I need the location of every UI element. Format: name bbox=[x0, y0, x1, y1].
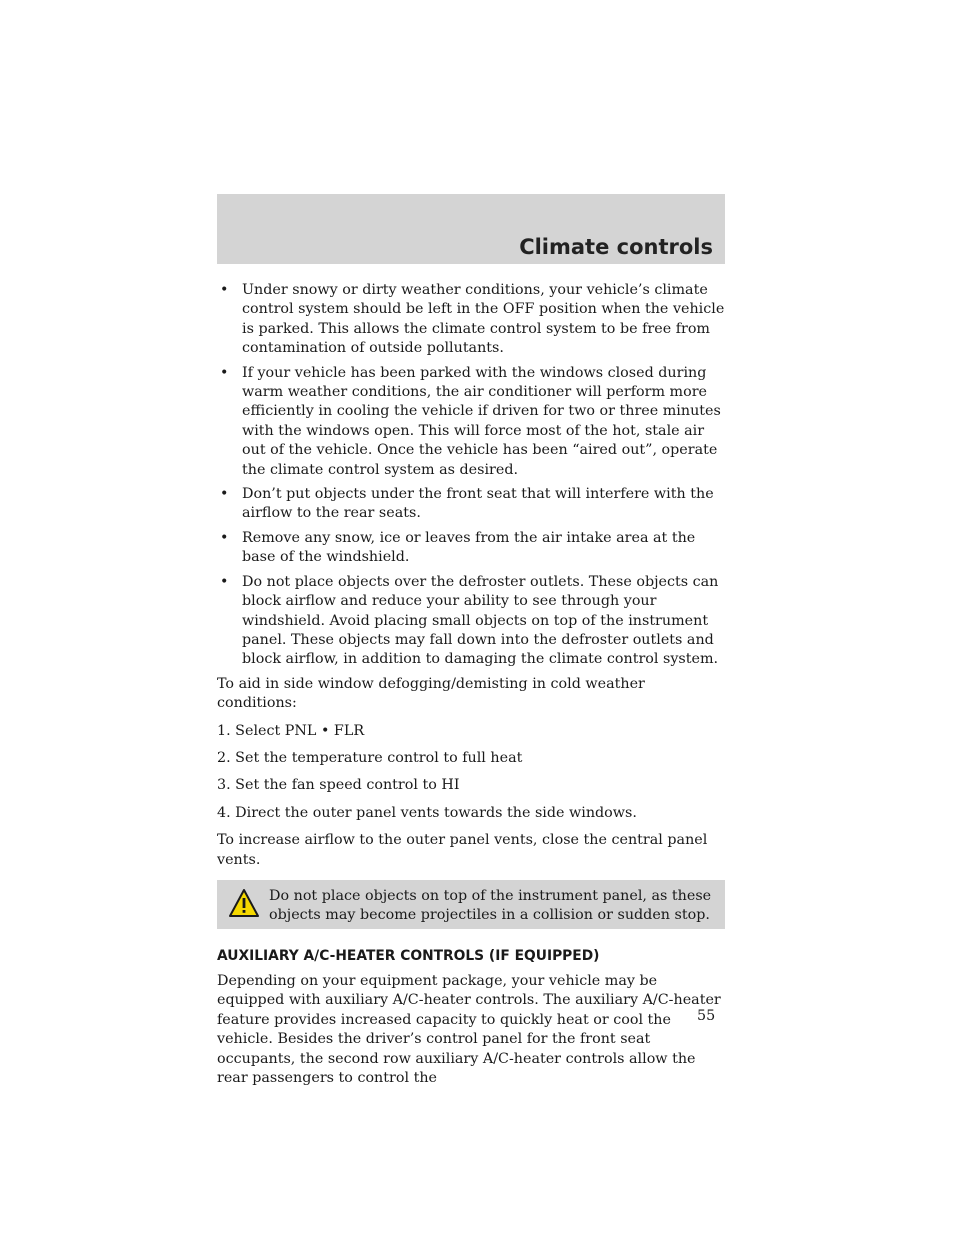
bullet-symbol: • bbox=[220, 573, 229, 590]
bullet-item bbox=[217, 364, 725, 480]
page-number: 55 bbox=[697, 1008, 716, 1024]
bullet-text: Do not place objects over the defroster outlets. These objects can block airflow and reduce your ability to see through your windshield. Avoid placing small objects on top of the instrument panel. These objects may fall down into the defroster outlets and block airflow, in addition to damaging the climate control system. bbox=[242, 573, 719, 668]
step-item: 2. Set the temperature control to full heat bbox=[217, 749, 523, 766]
bullet-text: If your vehicle has been parked with the windows closed during warm weather conditions, the air conditioner will perform more efficiently in cooling the vehicle if driven for two or three minutes with the windows open. This will force most of the hot, stale air out of the vehicle. Once the vehicle has been “aired out”, operate the climate control system as desired. bbox=[242, 364, 721, 478]
defog-intro: To aid in side window defogging/demisting in cold weather conditions: bbox=[217, 675, 645, 712]
bullet-symbol: • bbox=[220, 282, 229, 298]
airflow-note: To increase airflow to the outer panel vents, close the central panel vents. bbox=[217, 832, 708, 868]
section-header-bar bbox=[217, 194, 725, 264]
step-item: 3. Set the fan speed control to HI bbox=[217, 777, 460, 794]
page-body bbox=[217, 281, 725, 1096]
aux-heading: AUXILIARY A/C-HEATER CONTROLS (IF EQUIPPED) bbox=[217, 947, 600, 964]
bullet-text: Don’t put objects under the front seat that will interfere with the airflow to the rear seats. bbox=[242, 486, 714, 522]
bullet-item bbox=[217, 281, 725, 359]
bullet-symbol: • bbox=[220, 364, 229, 381]
bullet-symbol: • bbox=[220, 486, 229, 503]
bullet-item bbox=[217, 529, 725, 568]
step-item: 1. Select PNL • FLR bbox=[217, 722, 365, 739]
aux-paragraph: Depending on your equipment package, your vehicle may be equipped with auxiliary A/C-heater controls. The auxiliary A/C-heater feature provides increased capacity to quickly heat or cool the vehicle. Besides the driver’s control panel for the front seat occupants, the second row auxiliary A/C-heater controls allow the rear passengers to control the bbox=[217, 972, 721, 1086]
bullet-text: Remove any snow, ice or leaves from the air intake area at the base of the windshield. bbox=[242, 529, 696, 566]
bullet-item bbox=[217, 573, 725, 670]
bullet-text: Under snowy or dirty weather conditions, your vehicle’s climate control system should be left in the OFF position when the vehicle is parked. This allows the climate control system to be free from contamination of outside pollutants. bbox=[242, 282, 725, 357]
warning-triangle-icon bbox=[228, 888, 260, 918]
section-title: Climate controls bbox=[519, 235, 713, 259]
bullet-symbol: • bbox=[220, 529, 229, 546]
warning-text: Do not place objects on top of the instrument panel, as these objects may become projectiles in a collision or sudden stop. bbox=[269, 887, 712, 924]
step-item: 4. Direct the outer panel vents towards the side windows. bbox=[217, 804, 637, 821]
bullet-item bbox=[217, 485, 725, 524]
warning-box bbox=[217, 880, 725, 929]
